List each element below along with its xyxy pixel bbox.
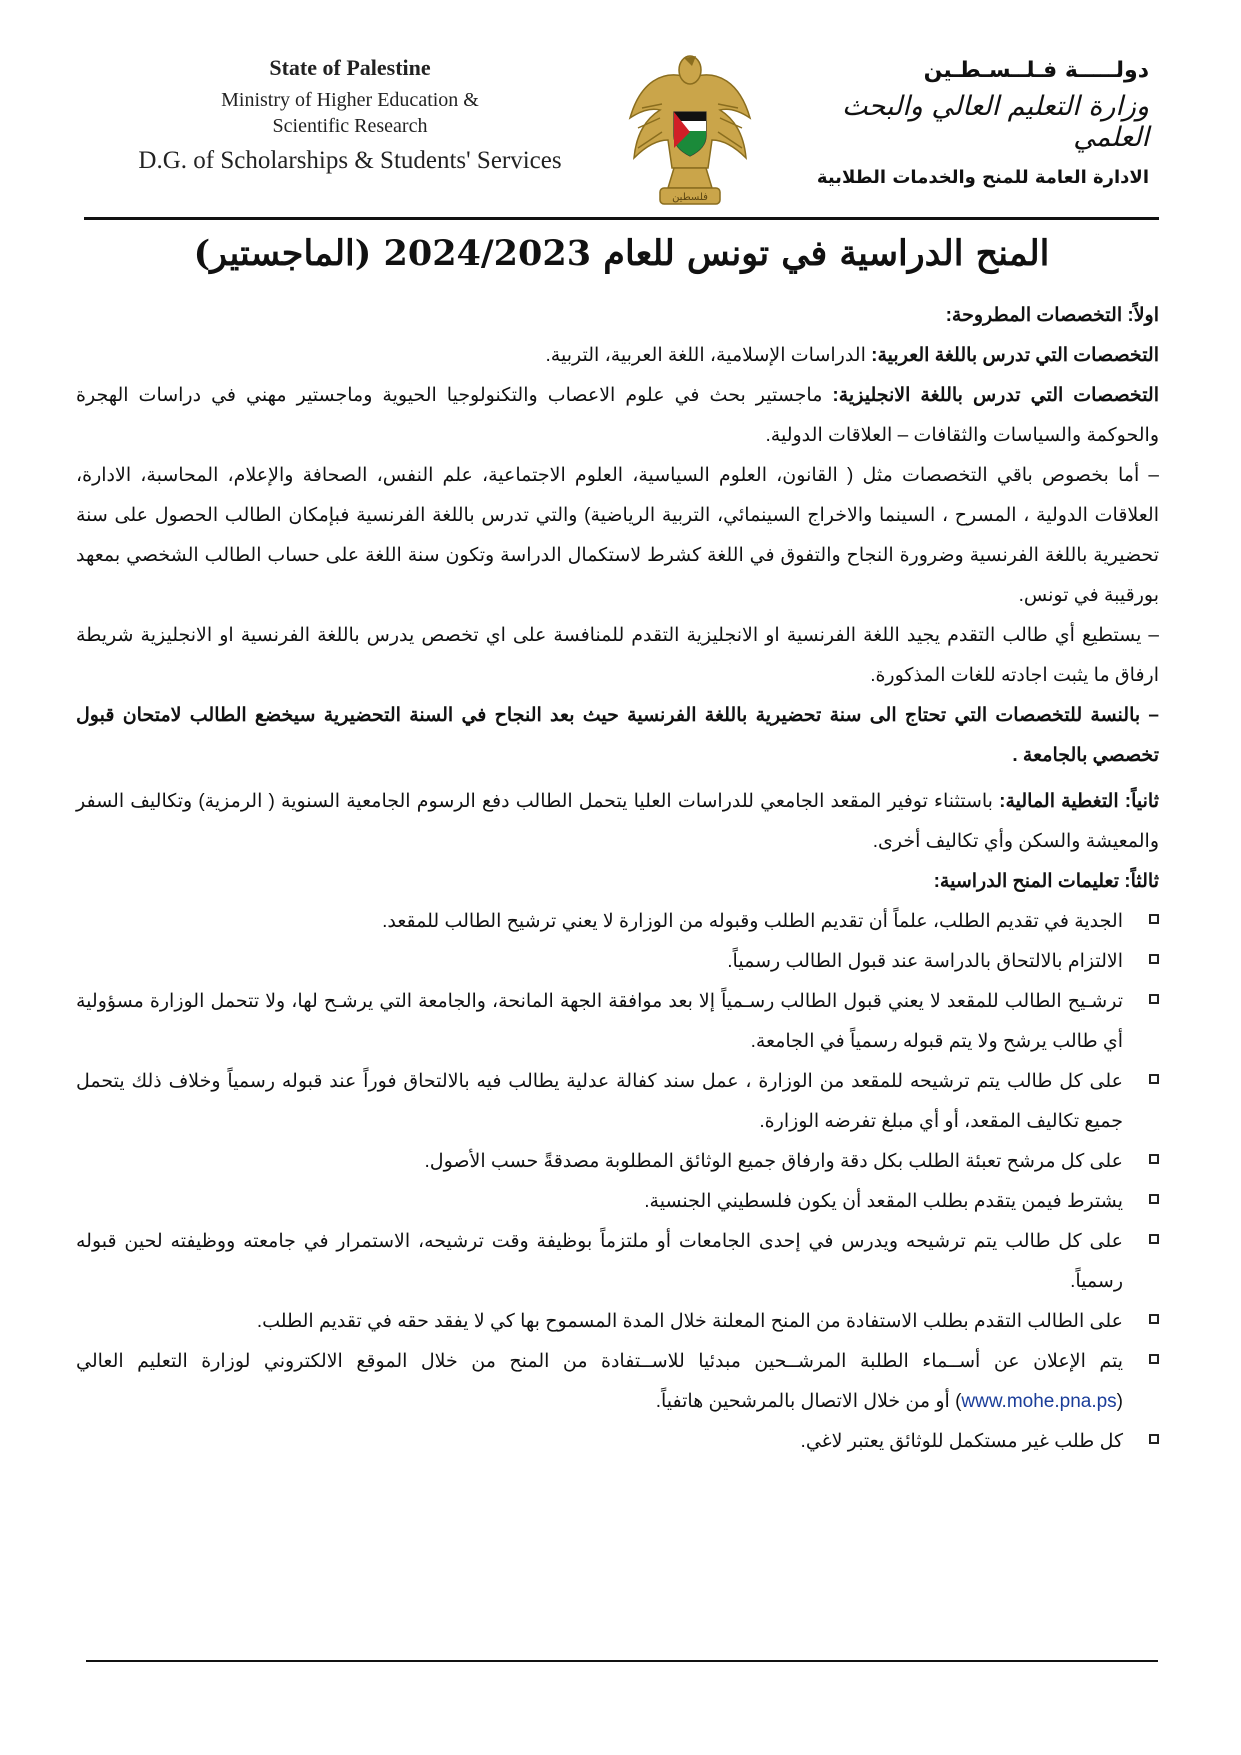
list-item: على الطالب التقدم بطلب الاستفادة من المنح المعلنة خلال المدة المسموح بها كي لا يفقد حقه في تقديم الطلب. xyxy=(76,1302,1159,1342)
square-bullet-icon xyxy=(1149,1354,1159,1364)
arabic-specializations-label: التخصصات التي تدرس باللغة العربية: xyxy=(871,345,1159,366)
section3-heading: ثالثاً: تعليمات المنح الدراسية: xyxy=(933,871,1159,892)
state-name-en: State of Palestine xyxy=(269,55,431,80)
header-divider xyxy=(84,217,1159,220)
palestine-eagle-emblem-icon xyxy=(622,48,758,208)
page-title: المنح الدراسية في تونس للعام 2024/2023 (الماجستير) xyxy=(193,233,1050,274)
square-bullet-icon xyxy=(1149,1194,1159,1204)
list-item: يشترط فيمن يتقدم بطلب المقعد أن يكون فلسطيني الجنسية. xyxy=(76,1182,1159,1222)
arabic-specializations xyxy=(76,336,1159,376)
financial-coverage xyxy=(76,782,1159,862)
square-bullet-icon xyxy=(1149,1234,1159,1244)
ministry-name-en-line1: Ministry of Higher Education & xyxy=(221,89,479,111)
ministry-name-ar: وزارة التعليم العالي والبحث العلمي xyxy=(841,91,1149,153)
header-arabic xyxy=(769,58,1149,188)
ministry-website-link[interactable]: www.mohe.pna.ps xyxy=(961,1391,1117,1412)
header-english xyxy=(100,55,600,175)
list-item: كل طلب غير مستكمل للوثائق يعتبر لاغي. xyxy=(76,1422,1159,1462)
list-item: على كل طالب يتم ترشيحه ويدرس في إحدى الجامعات أو ملتزماً بوظيفة وقت ترشيحه، الاستمرار في جامعته ووظيفته لحين قبوله رسمياً. xyxy=(76,1222,1159,1302)
arabic-specializations-text: الدراسات الإسلامية، اللغة العربية، التربية. xyxy=(545,345,872,366)
square-bullet-icon xyxy=(1149,1074,1159,1084)
financial-coverage-label: ثانياً: التغطية المالية: xyxy=(999,791,1159,812)
footer-divider xyxy=(86,1660,1158,1662)
square-bullet-icon xyxy=(1149,1434,1159,1444)
square-bullet-icon xyxy=(1149,954,1159,964)
list-item: الالتزام بالالتحاق بالدراسة عند قبول الطالب رسمياً. xyxy=(76,942,1159,982)
list-item: على كل مرشح تعبئة الطلب بكل دقة وارفاق جميع الوثائق المطلوبة مصدقةً حسب الأصول. xyxy=(76,1142,1159,1182)
square-bullet-icon xyxy=(1149,914,1159,924)
instructions-list xyxy=(76,902,1159,1462)
english-specializations-label: التخصصات التي تدرس باللغة الانجليزية: xyxy=(832,385,1159,406)
list-item: الجدية في تقديم الطلب، علماً أن تقديم الطلب وقبوله من الوزارة لا يعني ترشيح الطالب للمقعد. xyxy=(76,902,1159,942)
english-specializations-text: ماجستير بحث في علوم الاعصاب والتكنولوجيا الحيوية وماجستير مهني في دراسات الهجرة والحوكمة والسياسات والثقافات – العلاقات الدولية. xyxy=(76,385,1159,446)
english-specializations xyxy=(76,376,1159,456)
preparatory-year-paragraph: – بالنسة للتخصصات التي تحتاج الى سنة تحضيرية باللغة الفرنسية حيث بعد النجاح في السنة التحضيرية سيخضع الطالب لامتحان قبول تخصصي بالجامعة . xyxy=(76,705,1159,766)
directorate-name-ar: الادارة العامة للمنح والخدمات الطلابية xyxy=(816,167,1149,188)
directorate-name-en: D.G. of Scholarships & Students' Services xyxy=(138,147,562,174)
emblem-banner-text: فلسطين xyxy=(672,192,708,203)
document-body xyxy=(76,296,1159,1462)
state-name-ar: دولـــــة فـلــسـطـين xyxy=(923,58,1149,83)
square-bullet-icon xyxy=(1149,1314,1159,1324)
section1-heading: اولاً: التخصصات المطروحة: xyxy=(945,305,1159,326)
square-bullet-icon xyxy=(1149,1154,1159,1164)
list-item: ترشـيح الطالب للمقعد لا يعني قبول الطالب رسـمياً إلا بعد موافقة الجهة المانحة، والجامعة التي يرشـح لها، ولا تتحمل الوزارة مسؤولية أي طالب يرشح ولا يتم قبوله رسمياً في الجامعة. xyxy=(76,982,1159,1062)
list-item: على كل طالب يتم ترشيحه للمقعد من الوزارة ، عمل سند كفالة عدلية يطالب فيه بالالتحاق فوراً عند قبوله رسمياً وخلاف ذلك يتحمل جميع تكاليف المقعد، أو أي مبلغ تفرضه الوزارة. xyxy=(76,1062,1159,1142)
financial-coverage-text: باستثناء توفير المقعد الجامعي للدراسات العليا يتحمل الطالب دفع الرسوم الجامعية السنوية ( الرمزية) وتكاليف السفر والمعيشة والسكن وأي تكاليف أخرى. xyxy=(76,791,1159,852)
ministry-name-en-line2: Scientific Research xyxy=(272,115,428,137)
language-requirement-paragraph: – يستطيع أي طالب التقدم يجيد اللغة الفرنسية او الانجليزية التقدم للمنافسة على اي تخصص يدرس باللغة الفرنسية او الانجليزية شريطة ارفاق ما يثبت اجادته للغات المذكورة. xyxy=(76,625,1159,686)
announcement-item: يتم الإعلان عن أســماء الطلبة المرشــحين مبدئيا للاســتفادة من المنح من خلال الموقع الالكتروني لوزارة التعليم العالي (www.mohe.pna.ps) أو من خلال الاتصال بالمرشحين هاتفياً. xyxy=(76,1342,1159,1422)
square-bullet-icon xyxy=(1149,994,1159,1004)
other-specializations-paragraph: – أما بخصوص باقي التخصصات مثل ( القانون، العلوم السياسية، العلوم الاجتماعية، علم النفس، الصحافة والإعلام، المحاسبة، الادارة، العلاقات الدولية ، المسرح ، السينما والاخراج السينمائي، التربية الرياضية) والتي تدرس باللغة الفرنسية فبإمكان الطالب الحصول على سنة تحضيرية باللغة الفرنسية وضرورة النجاح والتفوق في اللغة كشرط لاستكمال الدراسة وتكون سنة اللغة على حساب الطالب الشخصي بمعهد بورقيبة في تونس. xyxy=(76,465,1159,606)
